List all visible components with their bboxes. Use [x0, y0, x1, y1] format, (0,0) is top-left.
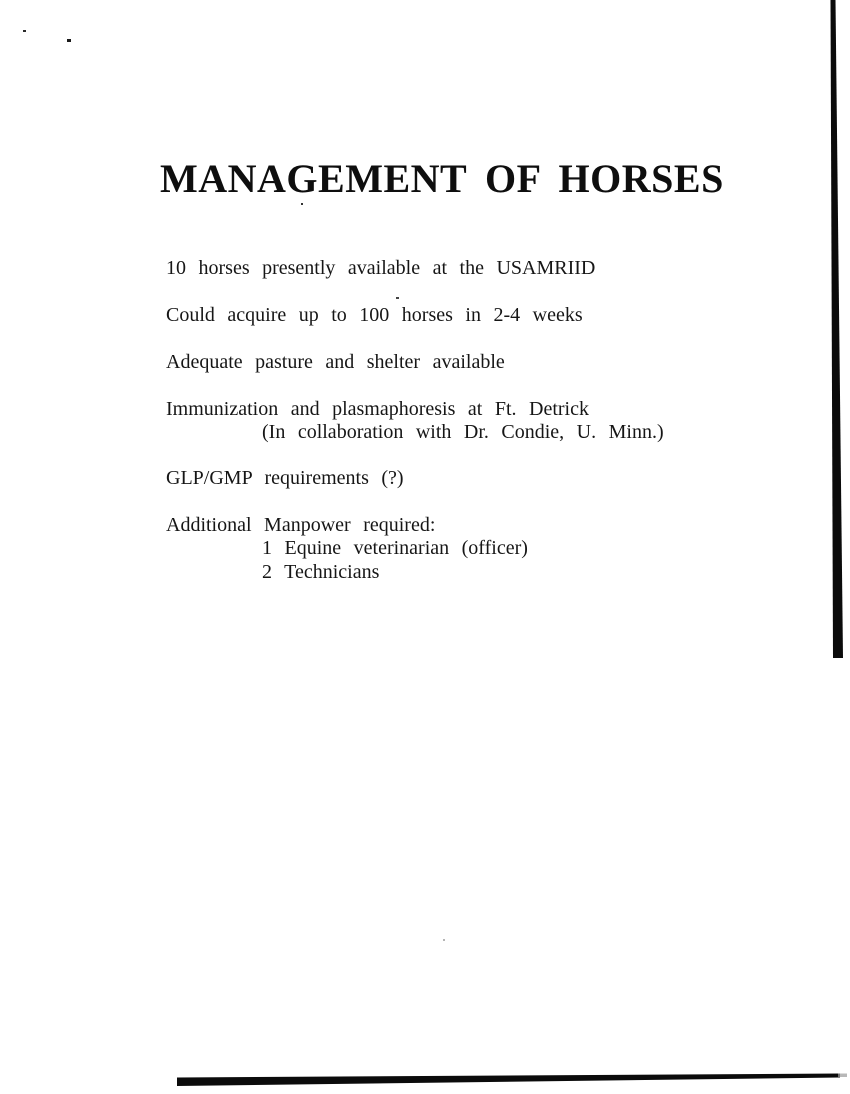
scan-speck: [67, 39, 71, 42]
bottom-scan-bar-fade: [838, 1074, 847, 1078]
scan-speck: [396, 297, 399, 299]
text-line: Adequate pasture and shelter available: [166, 351, 505, 373]
text-line: 10 horses presently available at the USAMRIID: [166, 257, 596, 279]
text-line: (In collaboration with Dr. Condie, U. Minn.): [262, 421, 664, 443]
text-line: Could acquire up to 100 horses in 2-4 weeks: [166, 304, 583, 326]
text-line: 1 Equine veterinarian (officer): [262, 537, 528, 559]
scan-speck: [301, 203, 303, 205]
right-edge-scan-bar: [831, 0, 844, 658]
page-title: MANAGEMENT OF HORSES: [160, 156, 724, 201]
bottom-scan-bar: [177, 1074, 840, 1087]
text-line: GLP/GMP requirements (?): [166, 467, 404, 489]
text-line: 2 Technicians: [262, 561, 380, 583]
text-line: Additional Manpower required:: [166, 514, 436, 536]
scan-speck: [443, 939, 445, 941]
text-line: Immunization and plasmaphoresis at Ft. Detrick: [166, 398, 589, 420]
scan-speck: [23, 30, 26, 32]
